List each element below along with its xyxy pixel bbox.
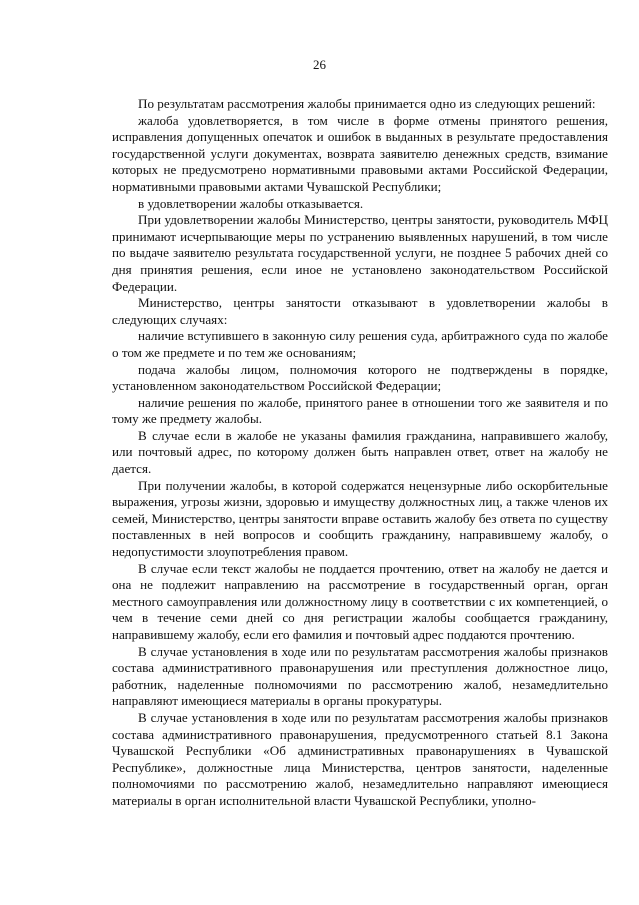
paragraph-illegible-text: В случае если текст жалобы не поддается прочтению, ответ на жалобу не дается и она не подлежит направлению на рассмотрение в государственный орган, орган местного самоуправления или должностному лицу в соответствии с их компетенцией, о чем в течение семи дней со дня регистрации жалобы сообщается гражданину, направившему жалобу, если его фамилия и почтовый адрес поддаются прочтению. bbox=[112, 560, 608, 642]
paragraph-remedy-measures: При удовлетворении жалобы Министерство, центры занятости, руководитель МФЦ принимают исчерпывающие меры по устранению выявленных нарушений, в том числе по выдаче заявителю результата государственной услуги, не позднее 5 рабочих дней со дня принятия решения, если иное не установлено законодательством Российской Федерации. bbox=[112, 212, 608, 294]
paragraph-administrative-offense: В случае установления в ходе или по результатам рассмотрения жалобы признаков состава административного правонарушения, предусмотренного статьей 8.1 Закона Чувашской Республики «Об административных правонарушениях в Чувашской Республике», должностные лица Министерства, центров занятости, наделенные полномочиями по рассмотрению жалоб, незамедлительно направляют имеющиеся материалы в орган исполнительной власти Чувашской Республики, уполно- bbox=[112, 709, 608, 808]
paragraph-complaint-satisfied: жалоба удовлетворяется, в том числе в форме отмены принятого решения, исправления допущенных опечаток и ошибок в выданных в результате предоставления государственной услуги документах, возврата заявителю денежных средств, взимание которых не предусмотрено нормативными правовыми актами Российской Федерации, нормативными правовыми актами Чувашской Республики; bbox=[112, 112, 608, 194]
paragraph-prior-decision: наличие решения по жалобе, принятого ранее в отношении того же заявителя и по тому же предмету жалобы. bbox=[112, 394, 608, 427]
paragraph-decision-options: По результатам рассмотрения жалобы принимается одно из следующих решений: bbox=[138, 96, 596, 111]
paragraph-crime-signs: В случае установления в ходе или по результатам рассмотрения жалобы признаков состава административного правонарушения или преступления должностное лицо, работник, наделенные полномочиями по рассмотрению жалоб, незамедлительно направляют имеющиеся материалы в органы прокуратуры. bbox=[112, 643, 608, 709]
page-number: 26 bbox=[313, 57, 326, 72]
paragraph-court-decision: наличие вступившего в законную силу решения суда, арбитражного суда по жалобе о том же предмете и по тем же основаниям; bbox=[112, 328, 608, 360]
paragraph-complaint-rejected: в удовлетворении жалобы отказывается. bbox=[138, 195, 364, 211]
paragraph-no-name-or-address: В случае если в жалобе не указаны фамилия гражданина, направившего жалобу, или почтовый адрес, по которому должен быть направлен ответ, ответ на жалобу не дается. bbox=[112, 427, 608, 477]
document-body bbox=[112, 96, 608, 810]
paragraph-refusal-cases: Министерство, центры занятости отказывают в удовлетворении жалобы в следующих случаях: bbox=[112, 295, 608, 327]
paragraph-offensive-content: При получении жалобы, в которой содержатся нецензурные либо оскорбительные выражения, угрозы жизни, здоровью и имуществу должностных лиц, а также членов их семей, Министерство, центры занятости вправе оставить жалобу без ответа по существу поставленных в ней вопросов и сообщить гражданину, направившему жалобу, о недопустимости злоупотребления правом. bbox=[112, 477, 608, 560]
paragraph-unconfirmed-authority: подача жалобы лицом, полномочия которого не подтверждены в порядке, установленном законодательством Российской Федерации; bbox=[112, 361, 608, 394]
